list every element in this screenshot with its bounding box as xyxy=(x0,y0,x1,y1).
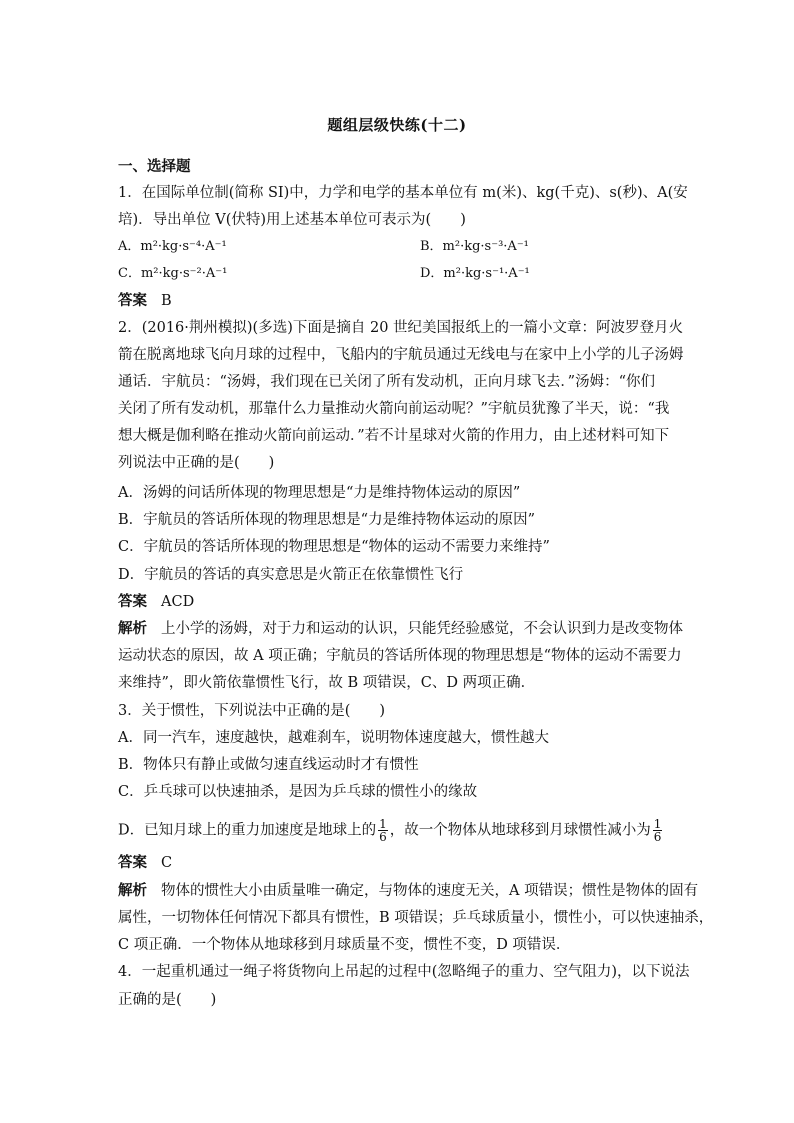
q2-answer xyxy=(118,592,194,612)
q3-analysis-line-2: 属性，一切物体任何情况下都具有惯性，B 项错误；乒乓球质量小，惯性小，可以快速抽杀， xyxy=(118,910,714,926)
q2-option-d: D．宇航员的答话的真实意思是火箭正在依靠惯性飞行 xyxy=(118,567,464,583)
q1-option-c: C．m²·kg·s⁻²·A⁻¹ xyxy=(118,266,228,281)
q2-option-b: B．宇航员的答话所体现的物理思想是“力是维持物体运动的原因” xyxy=(118,512,535,528)
q4-stem-line-1: 4．一起重机通过一绳子将货物向上吊起的过程中(忽略绳子的重力、空气阻力)，以下说法 xyxy=(118,964,690,980)
answer-value: C xyxy=(161,855,173,871)
answer-value: B xyxy=(161,293,172,309)
q2-stem-line-1: 2．(2016·荆州模拟)(多选)下面是摘自 20 世纪美国报纸上的一篇小文章：阿波罗登月火 xyxy=(118,320,684,336)
answer-label: 答案 xyxy=(118,854,147,871)
q2-option-c: C．宇航员的答话所体现的物理思想是“物体的运动不需要力来维持” xyxy=(118,539,550,555)
fraction-denominator: 6 xyxy=(379,830,387,844)
q3-analysis-line-1 xyxy=(118,881,698,901)
q2-analysis-line-2: 运动状态的原因，故 A 项正确；宇航员的答话所体现的物理思想是“物体的运动不需要力 xyxy=(118,648,682,664)
fraction-one-sixth xyxy=(653,818,663,843)
analysis-text: 物体的惯性大小由质量唯一确定，与物体的速度无关，A 项错误；惯性是物体的固有 xyxy=(161,883,699,899)
q2-stem-line-2: 箭在脱离地球飞向月球的过程中，飞船内的宇航员通过无线电与在家中上小学的儿子汤姆 xyxy=(118,347,684,363)
q1-stem-line-1: 1．在国际单位制(简称 SI)中，力学和电学的基本单位有 m(米)、kg(千克)、s(秒)、A(安 xyxy=(118,185,688,201)
q3-analysis-line-3: C 项正确．一个物体从地球移到月球质量不变，惯性不变，D 项错误． xyxy=(118,937,571,953)
fraction-one-sixth xyxy=(378,818,388,843)
q2-option-a: A．汤姆的问话所体现的物理思想是“力是维持物体运动的原因” xyxy=(118,485,521,501)
answer-value: ACD xyxy=(161,594,195,610)
option-d-text-2: ，故一个物体从地球移到月球惯性减小为 xyxy=(389,822,651,839)
q2-stem-line-6: 列说法中正确的是( ) xyxy=(118,455,275,471)
q3-answer xyxy=(118,853,172,873)
analysis-label: 解析 xyxy=(118,882,147,899)
analysis-label: 解析 xyxy=(118,620,147,637)
q3-option-d xyxy=(118,818,664,843)
q3-option-a: A．同一汽车，速度越快，越难刹车，说明物体速度越大，惯性越大 xyxy=(118,730,549,746)
analysis-text: 上小学的汤姆，对于力和运动的认识，只能凭经验感觉，不会认识到力是改变物体 xyxy=(161,621,683,637)
q3-option-b: B．物体只有静止或做匀速直线运动时才有惯性 xyxy=(118,757,419,773)
q2-stem-line-5: 想大概是伽利略在推动火箭向前运动．”若不计星球对火箭的作用力，由上述材料可知下 xyxy=(118,428,670,444)
answer-label: 答案 xyxy=(118,292,147,309)
fraction-numerator: 1 xyxy=(379,817,387,831)
q1-option-a: A．m²·kg·s⁻⁴·A⁻¹ xyxy=(118,239,227,254)
q4-stem-line-2: 正确的是( ) xyxy=(118,992,217,1008)
q3-option-c: C．乒乓球可以快速抽杀，是因为乒乓球的惯性小的缘故 xyxy=(118,784,478,800)
q2-stem-line-4: 关闭了所有发动机，那靠什么力量推动火箭向前运动呢？”宇航员犹豫了半天，说：“我 xyxy=(118,401,670,417)
q1-option-d: D．m²·kg·s⁻¹·A⁻¹ xyxy=(420,266,530,281)
q1-option-b: B．m²·kg·s⁻³·A⁻¹ xyxy=(420,239,529,254)
page-title: 题组层级快练(十二) xyxy=(327,116,467,134)
q2-analysis-line-1 xyxy=(118,619,683,639)
q2-analysis-line-3: 来维持”，即火箭依靠惯性飞行，故 B 项错误，C、D 两项正确． xyxy=(118,675,536,691)
q2-stem-line-3: 通话．宇航员：“汤姆，我们现在已关闭了所有发动机，正向月球飞去．”汤姆：“你们 xyxy=(118,374,655,390)
answer-label: 答案 xyxy=(118,593,147,610)
fraction-denominator: 6 xyxy=(653,830,662,844)
q3-stem: 3．关于惯性，下列说法中正确的是( ) xyxy=(118,703,386,719)
q1-answer xyxy=(118,291,172,311)
section-heading: 一、选择题 xyxy=(118,158,191,175)
option-d-text-1: D．已知月球上的重力加速度是地球上的 xyxy=(118,822,377,839)
q1-stem-line-2: 培)．导出单位 V(伏特)用上述基本单位可表示为( ) xyxy=(118,212,466,228)
fraction-numerator: 1 xyxy=(653,817,662,831)
